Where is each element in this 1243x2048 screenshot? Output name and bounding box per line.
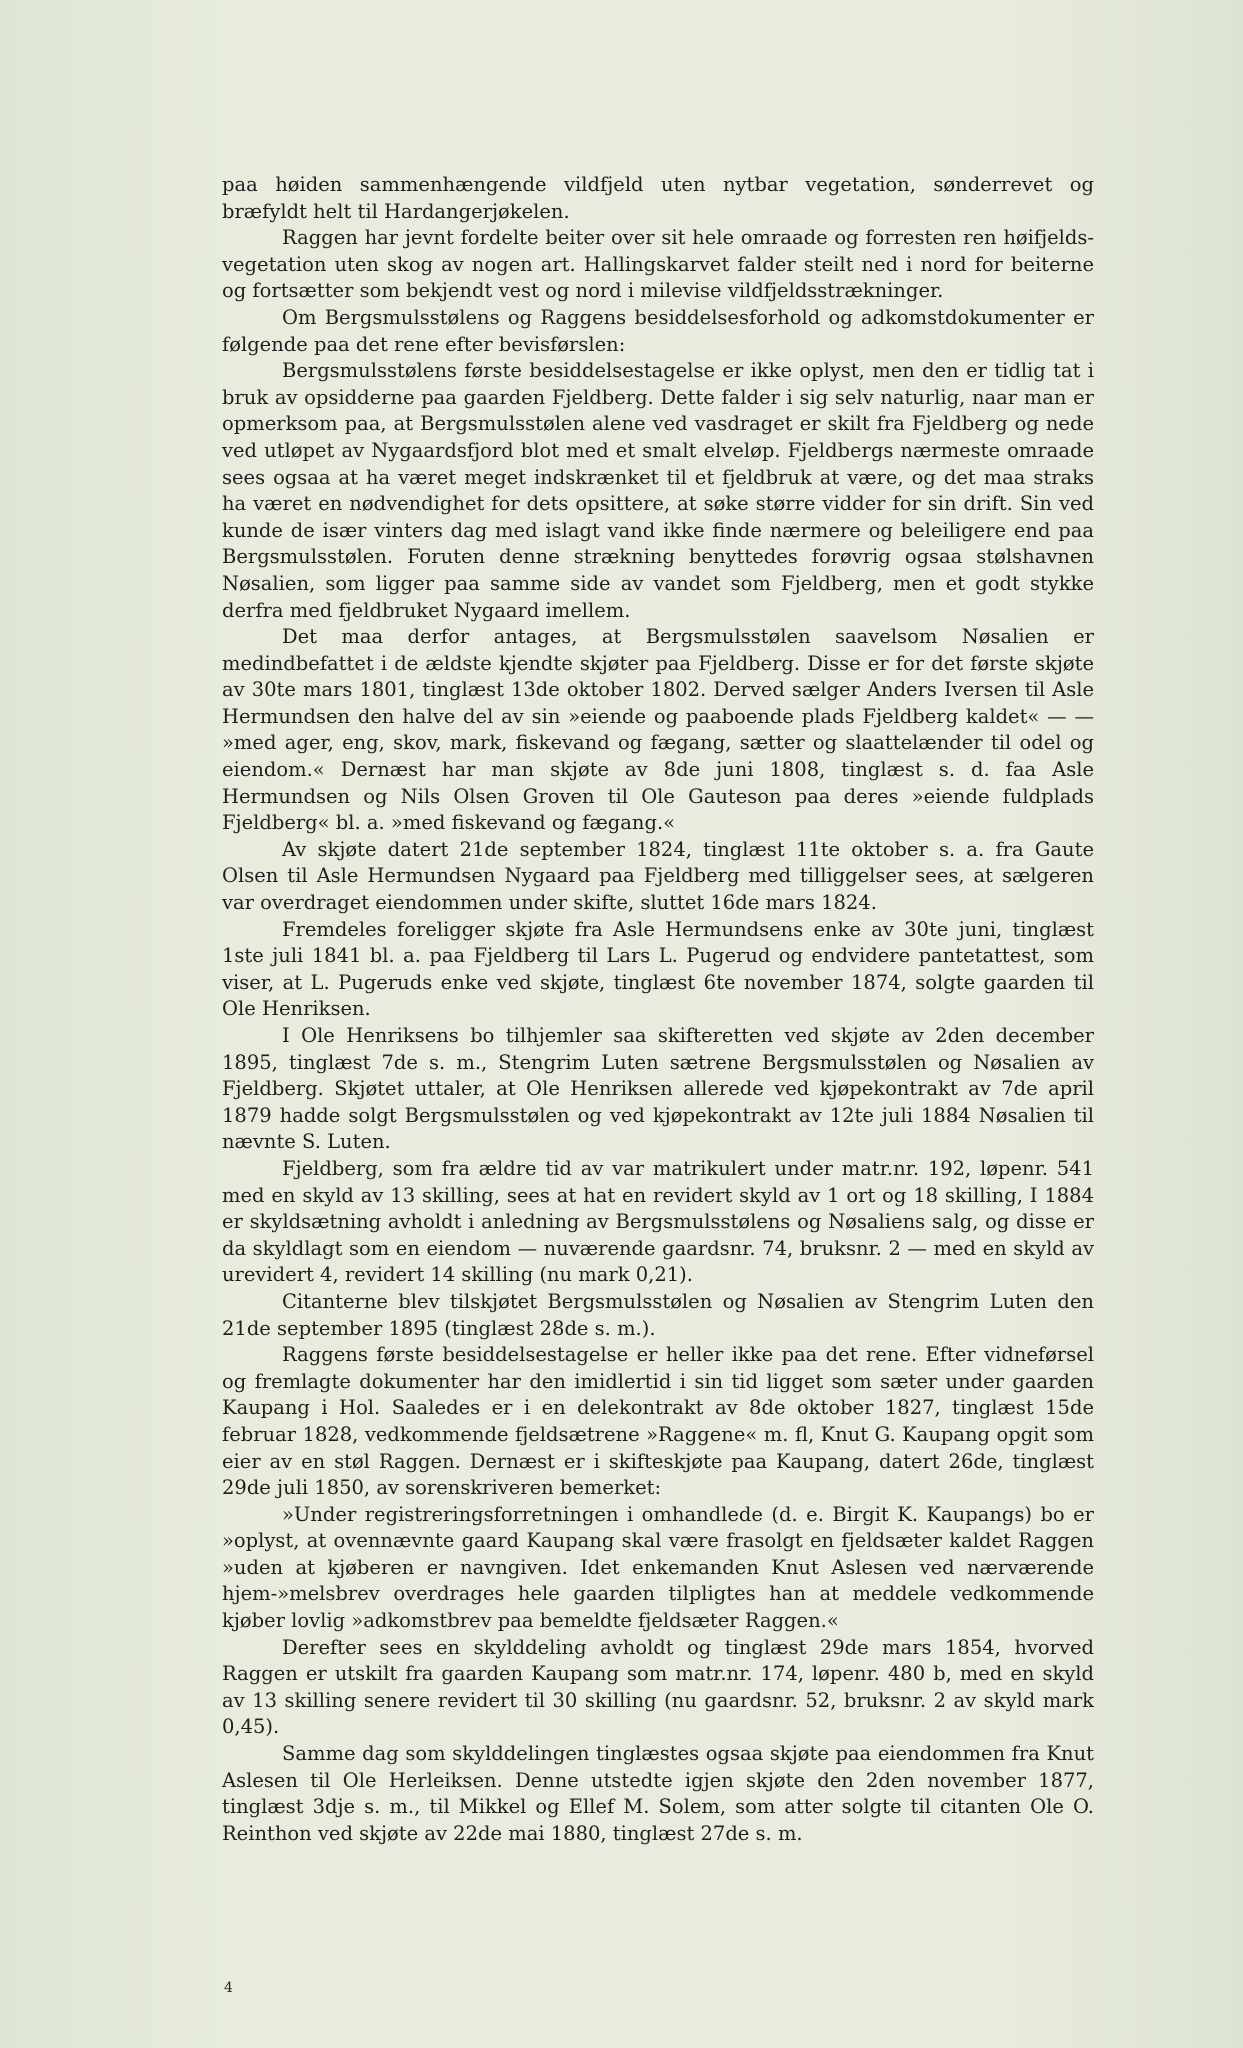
paragraph: Raggen har jevnt fordelte beiter over sit hele omraade og forresten ren høifjelds-vegetation uten skog av nogen art. Hallingskarvet falder steilt ned i nord for beiterne og fortsætter som bekjendt vest og nord i milevise vildfjeldsstrækninger. <box>222 226 1094 303</box>
paragraph: Om Bergsmulsstølens og Raggens besiddelsesforhold og adkomstdokumenter er følgende paa det rene efter bevisførslen: <box>222 305 1094 356</box>
paragraph: Bergsmulsstølens første besiddelsestagelse er ikke oplyst, men den er tidlig tat i bruk av opsidderne paa gaarden Fjeldberg. Dette falder i sig selv naturlig, naar man er opmerksom paa, at Bergsmulsstølen alene ved vasdraget er skilt fra Fjeldberg og nede ved utløpet av Nygaardsfjord blot med et smalt elveløp. Fjeldbergs nærmeste omraade sees ogsaa at ha været meget indskrænket til et fjeldbruk at være, og det maa straks ha været en nødvendighet for dets opsittere, at søke større vidder for sin drift. Sin ved kunde de især vinters dag med islagt vand ikke finde nærmere og beleiligere end paa Bergsmulsstølen. Foruten denne strækning benyttedes forøvrig ogsaa stølshavnen Nøsalien, som ligger paa samme side av vandet som Fjeldberg, men et godt stykke derfra med fjeldbruket Nygaard imellem. <box>222 359 1094 622</box>
paragraph: Fjeldberg, som fra ældre tid av var matrikulert under matr.nr. 192, løpenr. 541 med en skyld av 13 skilling, sees at hat en revidert skyld av 1 ort og 18 skilling, I 1884 er skyldsætning avholdt i anledning av Bergsmulsstølens og Nøsaliens salg, og disse er da skyldlagt som en eiendom — nuværende gaardsnr. 74, bruksnr. 2 — med en skyld av urevidert 4, revidert 14 skilling (nu mark 0,21). <box>222 1156 1094 1287</box>
paragraph: Derefter sees en skylddeling avholdt og tinglæst 29de mars 1854, hvorved Raggen er utskilt fra gaarden Kaupang som matr.nr. 174, løpenr. 480 b, med en skyld av 13 skilling senere revidert til 30 skilling (nu gaardsnr. 52, bruksnr. 2 av skyld mark 0,45). <box>222 1635 1094 1739</box>
paragraph: Raggens første besiddelsestagelse er heller ikke paa det rene. Efter vidneførsel og fremlagte dokumenter har den imidlertid i sin tid ligget som sæter under gaarden Kaupang i Hol. Saaledes er i en delekontrakt av 8de oktober 1827, tinglæst 15de februar 1828, vedkommende fjeldsætrene »Raggene« m. fl, Knut G. Kaupang opgit som eier av en støl Raggen. Dernæst er i skifteskjøte paa Kaupang, datert 26de, tinglæst 29de juli 1850, av sorenskriveren bemerket: <box>222 1343 1094 1500</box>
quoted-paragraph: »Under registreringsforretningen i omhandlede (d. e. Birgit K. Kaupangs) bo er »oplyst, at ovennævnte gaard Kaupang skal være frasolgt en fjeldsæter kaldet Raggen »uden at kjøberen er navngiven. Idet enkemanden Knut Aslesen ved nærværende hjem-»melsbrev overdrages hele gaarden tilpligtes han at meddele vedkommende kjøber lovlig »adkomstbrev paa bemeldte fjeldsæter Raggen.« <box>222 1502 1094 1633</box>
paragraph: Det maa derfor antages, at Bergsmulsstølen saavelsom Nøsalien er medindbefattet i de ældste kjendte skjøter paa Fjeldberg. Disse er for det første skjøte av 30te mars 1801, tinglæst 13de oktober 1802. Derved sælger Anders Iversen til Asle Hermundsen den halve del av sin »eiende og paaboende plads Fjeldberg kaldet« — — »med ager, eng, skov, mark, fiskevand og fægang, sætter og slaattelænder til odel og eiendom.« Dernæst har man skjøte av 8de juni 1808, tinglæst s. d. faa Asle Hermundsen og Nils Olsen Groven til Ole Gauteson paa deres »eiende fuldplads Fjeldberg« bl. a. »med fiskevand og fægang.« <box>222 625 1094 835</box>
paragraph: Fremdeles foreligger skjøte fra Asle Hermundsens enke av 30te juni, tinglæst 1ste juli 1841 bl. a. paa Fjeldberg til Lars L. Pugerud og endvidere pantetattest, som viser, at L. Pugeruds enke ved skjøte, tinglæst 6te november 1874, solgte gaarden til Ole Henriksen. <box>222 917 1094 1021</box>
paragraph: Samme dag som skylddelingen tinglæstes ogsaa skjøte paa eiendommen fra Knut Aslesen til Ole Herleiksen. Denne utstedte igjen skjøte den 2den november 1877, tinglæst 3dje s. m., til Mikkel og Ellef M. Solem, som atter solgte til citanten Ole O. Reinthon ved skjøte av 22de mai 1880, tinglæst 27de s. m. <box>222 1742 1094 1845</box>
paragraph: I Ole Henriksens bo tilhjemler saa skifteretten ved skjøte av 2den december 1895, tinglæst 7de s. m., Stengrim Luten sætrene Bergsmulsstølen og Nøsalien av Fjeldberg. Skjøtet uttaler, at Ole Henriksen allerede ved kjøpekontrakt av 7de april 1879 hadde solgt Bergsmulsstølen og ved kjøpekontrakt av 12te juli 1884 Nøsalien til nævnte S. Luten. <box>222 1024 1094 1154</box>
paragraph: paa høiden sammenhængende vildfjeld uten nytbar vegetation, sønderrevet og bræfyldt helt til Hardangerjøkelen. <box>222 173 1094 223</box>
page-number: 4 <box>224 1980 233 1996</box>
paragraph: Av skjøte datert 21de september 1824, tinglæst 11te oktober s. a. fra Gaute Olsen til Asle Hermundsen Nygaard paa Fjeldberg med tilliggelser sees, at sælgeren var overdraget eiendommen under skifte, sluttet 16de mars 1824. <box>222 837 1094 915</box>
paragraph: Citanterne blev tilskjøtet Bergsmulsstølen og Nøsalien av Stengrim Luten den 21de september 1895 (tinglæst 28de s. m.). <box>222 1289 1094 1340</box>
body-text <box>222 172 1094 1847</box>
